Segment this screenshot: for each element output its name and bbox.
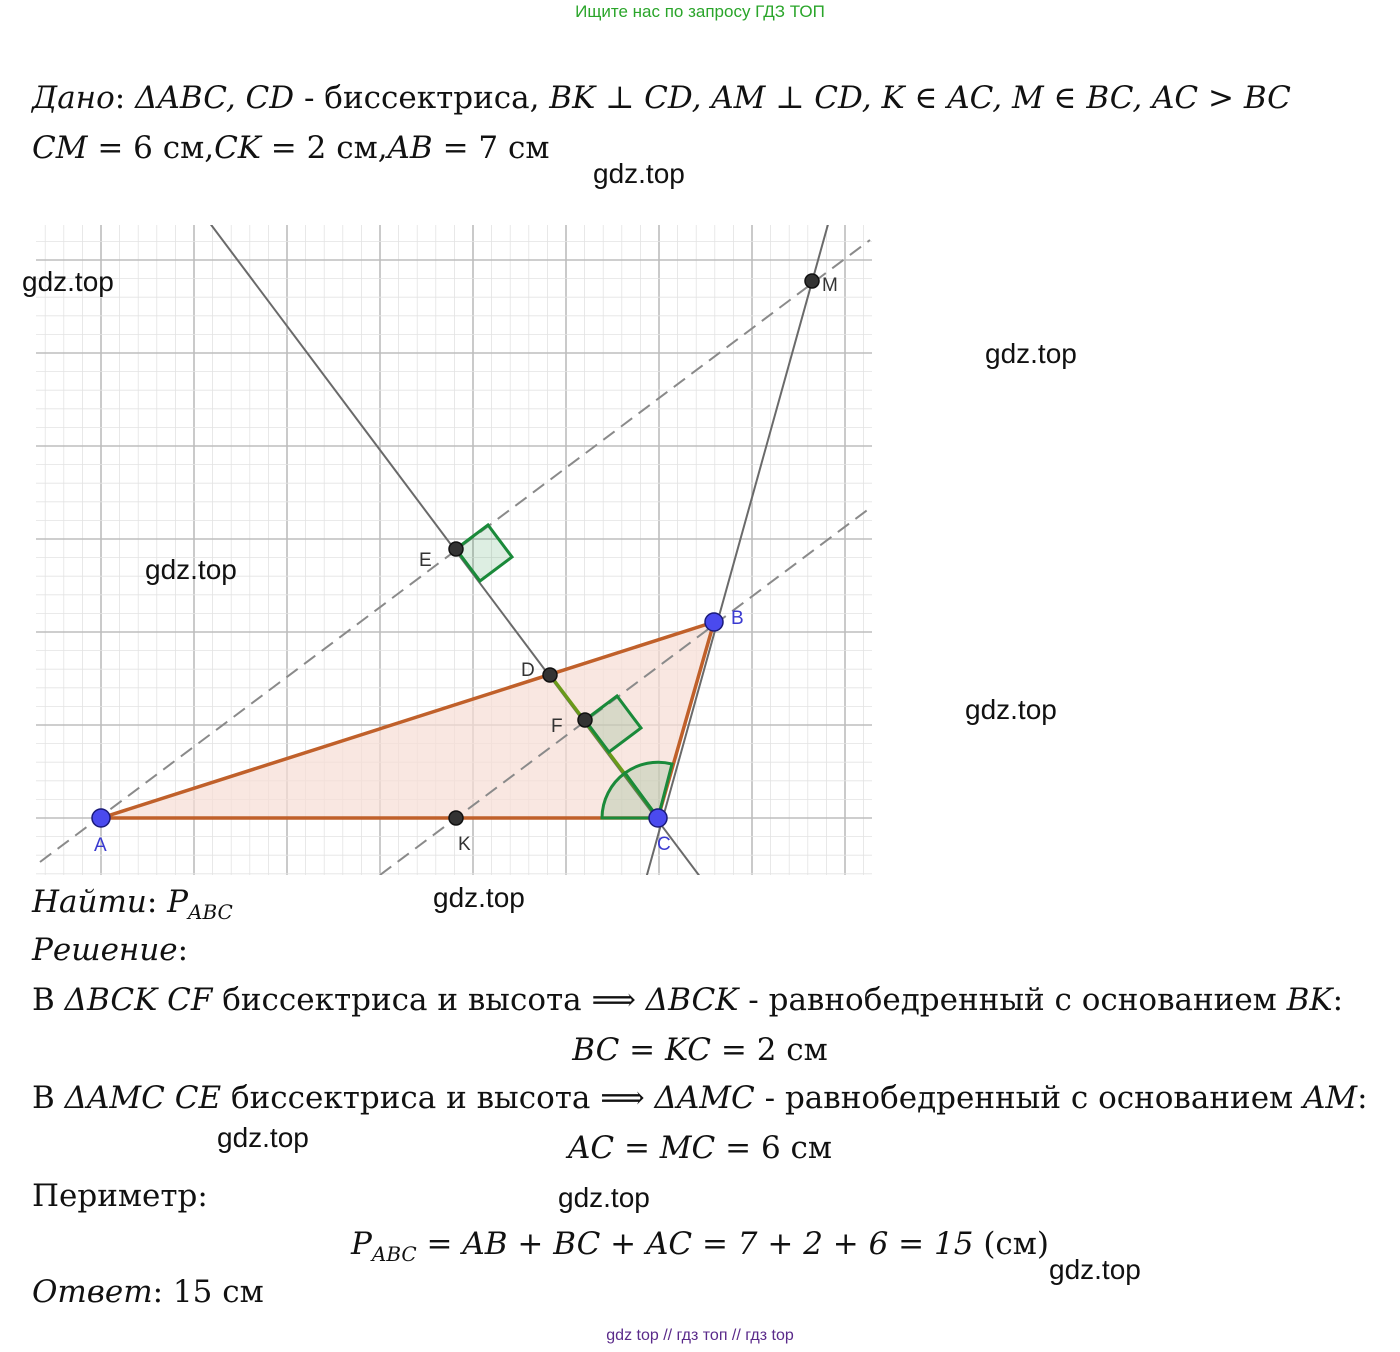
eq1-text: 2 см <box>756 1032 828 1068</box>
perimeter-label: Периметр: <box>32 1178 208 1214</box>
point-k <box>449 811 463 825</box>
step2-a: В <box>32 1080 65 1116</box>
header-search-hint[interactable]: Ищите нас по запросу ГДЗ ТОП <box>575 2 825 21</box>
right-angle-e <box>456 525 512 581</box>
watermark: gdz.top <box>217 1122 309 1153</box>
eq3-math: = AB + BC + AC = 7 + 2 + 6 = 15 <box>416 1226 984 1262</box>
equation-2 <box>0 1130 1400 1166</box>
step1-math-a: ΔBCK CF <box>64 982 213 1018</box>
find-sub: ABC <box>188 900 233 925</box>
geometry-figure <box>0 200 900 900</box>
watermark: gdz.top <box>985 338 1077 369</box>
line-cm <box>640 210 832 900</box>
label-c: C <box>657 834 671 855</box>
find-symbol: P <box>167 884 189 920</box>
step2-c: - равнобедренный с основанием <box>754 1080 1304 1116</box>
given-cm-value: 6 см, <box>133 130 215 166</box>
point-f <box>578 713 592 727</box>
point-e <box>449 542 463 556</box>
watermark: gdz.top <box>433 882 525 913</box>
label-m: M <box>822 275 838 296</box>
watermark: gdz.top <box>558 1182 650 1213</box>
answer-label: Ответ <box>32 1274 153 1310</box>
eq3-text: (см) <box>983 1226 1049 1262</box>
step1-c: - равнобедренный с основанием <box>738 982 1287 1018</box>
label-d: D <box>521 660 535 681</box>
step1-d: : <box>1332 982 1344 1018</box>
equation-3 <box>0 1226 1400 1266</box>
step1-math-c: BK <box>1286 982 1333 1018</box>
find-label: Найти <box>32 884 147 920</box>
footer-links[interactable]: gdz top // гдз топ // гдз top <box>606 1327 794 1344</box>
given-math-b: BK ⊥ CD, AM ⊥ CD, K ∈ AC, M ∈ BC, AC > BC <box>549 80 1291 116</box>
step2-d: : <box>1357 1080 1368 1116</box>
step2-b: биссектриса и высота ⟹ <box>221 1080 655 1116</box>
step2-math-a: ΔAMC CE <box>64 1080 222 1116</box>
step1-a: В <box>32 982 65 1018</box>
step2-math-c: AM <box>1303 1080 1358 1116</box>
answer-value: : 15 см <box>152 1274 264 1310</box>
solution-heading: Решение: <box>32 932 189 968</box>
eq3-sub: ABC <box>371 1242 417 1267</box>
label-f: F <box>551 716 563 737</box>
eq2-text: 6 см <box>760 1130 832 1166</box>
label-k: K <box>458 834 471 855</box>
solution-label: Решение <box>32 932 178 968</box>
point-b <box>705 613 723 631</box>
point-a <box>92 809 110 827</box>
given-math-a: ΔABC, CD <box>135 80 295 116</box>
step2-math-b: ΔAMC <box>654 1080 755 1116</box>
watermark: gdz.top <box>593 158 685 189</box>
given-line-2 <box>32 130 549 166</box>
given-ck-value: = 2 см, <box>260 130 388 166</box>
find-line: Найти: $P_{ABC}$ <box>32 884 233 925</box>
eq3-symbol: P <box>351 1226 372 1262</box>
answer-line <box>32 1274 264 1310</box>
watermark: gdz.top <box>1049 1254 1141 1285</box>
label-b: B <box>731 608 744 629</box>
given-ck: CK <box>214 130 261 166</box>
given-ab: AB <box>387 130 433 166</box>
given-cm: CM = <box>32 130 134 166</box>
point-d <box>543 668 557 682</box>
equation-1 <box>0 1032 1400 1068</box>
watermark: gdz.top <box>22 266 114 297</box>
eq2-math: AC = MC = <box>568 1130 761 1166</box>
solution-step-2 <box>32 1080 1368 1116</box>
given-ab-value: = 7 см <box>432 130 550 166</box>
step1-b: биссектриса и высота ⟹ <box>212 982 646 1018</box>
point-m <box>805 274 819 288</box>
watermark: gdz.top <box>965 694 1057 725</box>
label-a: A <box>94 835 107 856</box>
point-c <box>649 809 667 827</box>
solution-step-1 <box>32 982 1343 1018</box>
step1-math-b: ΔBCK <box>645 982 739 1018</box>
given-text-a: - биссектриса, <box>294 80 550 116</box>
label-e: E <box>419 550 432 571</box>
given-line-1: Дано: ΔABC, CD - биссектриса, BK ⊥ CD, AM ⊥ CD, K ∈ AC, M ∈ BC, AC > BC <box>32 80 1291 116</box>
watermark: gdz.top <box>145 554 237 585</box>
eq1-math: BC = KC = <box>572 1032 757 1068</box>
given-label: Дано <box>32 80 115 116</box>
